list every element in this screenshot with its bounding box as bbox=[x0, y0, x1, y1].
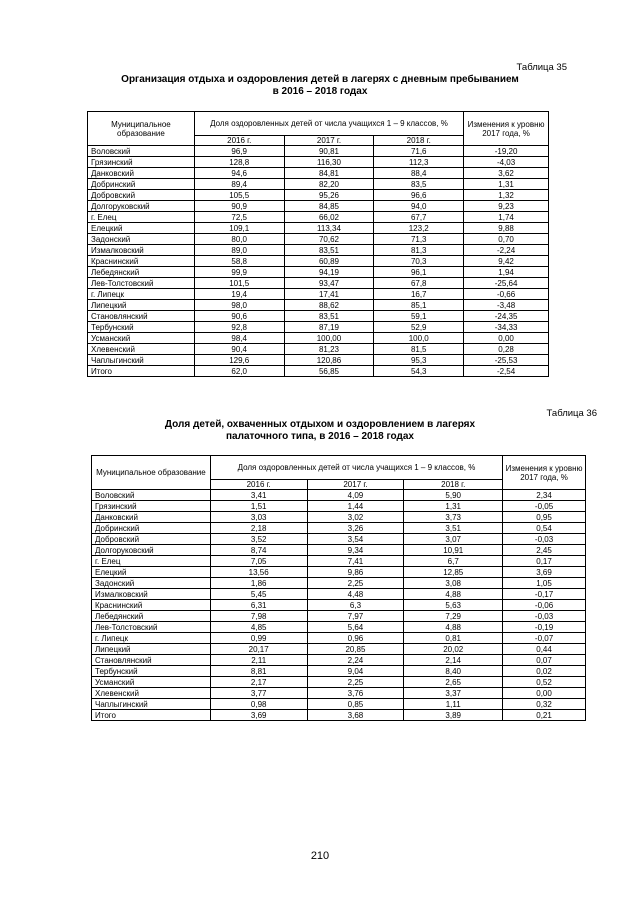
table-row bbox=[88, 366, 549, 377]
value-cell: 8,74 bbox=[210, 545, 307, 556]
value-cell: 60,89 bbox=[284, 256, 374, 267]
header-year: 2016 г. bbox=[194, 136, 284, 146]
value-cell: -2,54 bbox=[464, 366, 549, 377]
table-row bbox=[88, 245, 549, 256]
value-cell: -4,03 bbox=[464, 157, 549, 168]
value-cell: 67,7 bbox=[374, 212, 464, 223]
header-municipality: Муниципальное образование bbox=[88, 112, 195, 146]
value-cell: 3,03 bbox=[210, 512, 307, 523]
value-cell: 5,64 bbox=[307, 622, 404, 633]
value-cell: 0,32 bbox=[503, 699, 586, 710]
value-cell: 3,26 bbox=[307, 523, 404, 534]
value-cell: 84,85 bbox=[284, 201, 374, 212]
header-year: 2018 г. bbox=[404, 480, 503, 490]
value-cell: 109,1 bbox=[194, 223, 284, 234]
value-cell: 123,2 bbox=[374, 223, 464, 234]
table-row bbox=[92, 600, 586, 611]
table-row bbox=[88, 267, 549, 278]
value-cell: 1,86 bbox=[210, 578, 307, 589]
value-cell: 90,9 bbox=[194, 201, 284, 212]
value-cell: 100,00 bbox=[284, 333, 374, 344]
table-row bbox=[88, 344, 549, 355]
table-35-title bbox=[0, 74, 640, 98]
value-cell: 20,85 bbox=[307, 644, 404, 655]
table-row bbox=[88, 355, 549, 366]
table-row bbox=[88, 311, 549, 322]
municipality-cell: г. Елец bbox=[88, 212, 195, 223]
value-cell: 129,6 bbox=[194, 355, 284, 366]
value-cell: 1,32 bbox=[464, 190, 549, 201]
value-cell: 3,54 bbox=[307, 534, 404, 545]
value-cell: 2,11 bbox=[210, 655, 307, 666]
municipality-cell: г. Липецк bbox=[92, 633, 211, 644]
value-cell: 3,02 bbox=[307, 512, 404, 523]
municipality-cell: г. Липецк bbox=[88, 289, 195, 300]
table-row bbox=[92, 578, 586, 589]
value-cell: 0,07 bbox=[503, 655, 586, 666]
value-cell: 1,44 bbox=[307, 501, 404, 512]
value-cell: 100,0 bbox=[374, 333, 464, 344]
table-row bbox=[92, 611, 586, 622]
value-cell: 3,76 bbox=[307, 688, 404, 699]
value-cell: 67,8 bbox=[374, 278, 464, 289]
value-cell: -24,35 bbox=[464, 311, 549, 322]
value-cell: 88,4 bbox=[374, 168, 464, 179]
value-cell: 88,62 bbox=[284, 300, 374, 311]
value-cell: 3,68 bbox=[307, 710, 404, 721]
value-cell: 96,6 bbox=[374, 190, 464, 201]
municipality-cell: Чаплыгинский bbox=[88, 355, 195, 366]
value-cell: 0,70 bbox=[464, 234, 549, 245]
value-cell: 2,24 bbox=[307, 655, 404, 666]
table-row bbox=[88, 256, 549, 267]
value-cell: 99,9 bbox=[194, 267, 284, 278]
value-cell: 7,98 bbox=[210, 611, 307, 622]
table-35-title-line1: Организация отдыха и оздоровления детей в лагерях с дневным пребыванием bbox=[121, 74, 519, 85]
municipality-cell: Грязинский bbox=[92, 501, 211, 512]
value-cell: -0,17 bbox=[503, 589, 586, 600]
value-cell: 70,3 bbox=[374, 256, 464, 267]
value-cell: 94,19 bbox=[284, 267, 374, 278]
municipality-cell: Краснинский bbox=[92, 600, 211, 611]
header-year: 2017 г. bbox=[307, 480, 404, 490]
header-year: 2018 г. bbox=[374, 136, 464, 146]
municipality-cell: Лебедянский bbox=[92, 611, 211, 622]
municipality-cell: г. Елец bbox=[92, 556, 211, 567]
value-cell: 0,44 bbox=[503, 644, 586, 655]
table-row bbox=[88, 190, 549, 201]
value-cell: 95,26 bbox=[284, 190, 374, 201]
value-cell: 4,85 bbox=[210, 622, 307, 633]
value-cell: 5,90 bbox=[404, 490, 503, 501]
municipality-cell: Тербунский bbox=[88, 322, 195, 333]
municipality-cell: Добровский bbox=[88, 190, 195, 201]
value-cell: 62,0 bbox=[194, 366, 284, 377]
value-cell: 9,34 bbox=[307, 545, 404, 556]
value-cell: 1,31 bbox=[404, 501, 503, 512]
value-cell: 80,0 bbox=[194, 234, 284, 245]
municipality-cell: Елецкий bbox=[92, 567, 211, 578]
value-cell: 9,88 bbox=[464, 223, 549, 234]
value-cell: 3,89 bbox=[404, 710, 503, 721]
value-cell: 7,29 bbox=[404, 611, 503, 622]
value-cell: 54,3 bbox=[374, 366, 464, 377]
value-cell: 83,51 bbox=[284, 311, 374, 322]
value-cell: 0,81 bbox=[404, 633, 503, 644]
municipality-cell: Долгоруковский bbox=[92, 545, 211, 556]
table-row bbox=[92, 589, 586, 600]
value-cell: 85,1 bbox=[374, 300, 464, 311]
municipality-cell: Тербунский bbox=[92, 666, 211, 677]
header-municipality: Муниципальное образование bbox=[92, 456, 211, 490]
value-cell: 3,37 bbox=[404, 688, 503, 699]
table-row bbox=[88, 212, 549, 223]
municipality-cell: Становлянский bbox=[88, 311, 195, 322]
table-row bbox=[88, 289, 549, 300]
municipality-cell: Задонский bbox=[92, 578, 211, 589]
value-cell: 0,85 bbox=[307, 699, 404, 710]
value-cell: 84,81 bbox=[284, 168, 374, 179]
value-cell: -0,06 bbox=[503, 600, 586, 611]
municipality-cell: Добринский bbox=[88, 179, 195, 190]
table-row bbox=[88, 322, 549, 333]
value-cell: 3,08 bbox=[404, 578, 503, 589]
value-cell: 3,07 bbox=[404, 534, 503, 545]
value-cell: 1,05 bbox=[503, 578, 586, 589]
value-cell: 4,09 bbox=[307, 490, 404, 501]
value-cell: 2,45 bbox=[503, 545, 586, 556]
value-cell: 72,5 bbox=[194, 212, 284, 223]
municipality-cell: Задонский bbox=[88, 234, 195, 245]
municipality-cell: Итого bbox=[88, 366, 195, 377]
value-cell: 2,18 bbox=[210, 523, 307, 534]
header-share: Доля оздоровленных детей от числа учащихся 1 – 9 классов, % bbox=[210, 456, 502, 480]
value-cell: 16,7 bbox=[374, 289, 464, 300]
value-cell: 0,99 bbox=[210, 633, 307, 644]
municipality-cell: Лев-Толстовский bbox=[92, 622, 211, 633]
value-cell: 3,41 bbox=[210, 490, 307, 501]
value-cell: 0,00 bbox=[464, 333, 549, 344]
table-row bbox=[92, 666, 586, 677]
value-cell: 0,02 bbox=[503, 666, 586, 677]
municipality-cell: Лебедянский bbox=[88, 267, 195, 278]
value-cell: -25,53 bbox=[464, 355, 549, 366]
value-cell: 3,77 bbox=[210, 688, 307, 699]
municipality-cell: Хлевенский bbox=[88, 344, 195, 355]
value-cell: 105,5 bbox=[194, 190, 284, 201]
table-row bbox=[88, 223, 549, 234]
value-cell: 71,3 bbox=[374, 234, 464, 245]
municipality-cell: Данковский bbox=[88, 168, 195, 179]
value-cell: 89,4 bbox=[194, 179, 284, 190]
value-cell: 2,25 bbox=[307, 578, 404, 589]
municipality-cell: Воловский bbox=[88, 146, 195, 157]
value-cell: 6,31 bbox=[210, 600, 307, 611]
value-cell: 3,73 bbox=[404, 512, 503, 523]
value-cell: 2,14 bbox=[404, 655, 503, 666]
page-number: 210 bbox=[310, 850, 330, 862]
value-cell: 0,00 bbox=[503, 688, 586, 699]
value-cell: 93,47 bbox=[284, 278, 374, 289]
table-35-label: Таблица 35 bbox=[516, 62, 567, 73]
value-cell: 3,52 bbox=[210, 534, 307, 545]
value-cell: 3,69 bbox=[210, 710, 307, 721]
value-cell: -0,66 bbox=[464, 289, 549, 300]
value-cell: 1,31 bbox=[464, 179, 549, 190]
value-cell: 81,23 bbox=[284, 344, 374, 355]
table-row bbox=[92, 567, 586, 578]
value-cell: 120,86 bbox=[284, 355, 374, 366]
value-cell: 8,81 bbox=[210, 666, 307, 677]
value-cell: 0,21 bbox=[503, 710, 586, 721]
table-row bbox=[88, 234, 549, 245]
value-cell: 0,95 bbox=[503, 512, 586, 523]
table-row bbox=[92, 556, 586, 567]
value-cell: 4,88 bbox=[404, 589, 503, 600]
value-cell: 52,9 bbox=[374, 322, 464, 333]
value-cell: 5,45 bbox=[210, 589, 307, 600]
municipality-cell: Чаплыгинский bbox=[92, 699, 211, 710]
value-cell: 90,6 bbox=[194, 311, 284, 322]
table-row bbox=[88, 278, 549, 289]
table-row bbox=[88, 146, 549, 157]
value-cell: 3,62 bbox=[464, 168, 549, 179]
value-cell: 112,3 bbox=[374, 157, 464, 168]
value-cell: 98,4 bbox=[194, 333, 284, 344]
value-cell: 70,62 bbox=[284, 234, 374, 245]
municipality-cell: Липецкий bbox=[92, 644, 211, 655]
value-cell: 90,81 bbox=[284, 146, 374, 157]
value-cell: 89,0 bbox=[194, 245, 284, 256]
municipality-cell: Усманский bbox=[88, 333, 195, 344]
header-year: 2016 г. bbox=[210, 480, 307, 490]
value-cell: 81,3 bbox=[374, 245, 464, 256]
table-row bbox=[92, 545, 586, 556]
value-cell: 1,74 bbox=[464, 212, 549, 223]
value-cell: 8,40 bbox=[404, 666, 503, 677]
municipality-cell: Грязинский bbox=[88, 157, 195, 168]
municipality-cell: Измалковский bbox=[92, 589, 211, 600]
table-36-title bbox=[0, 419, 640, 443]
value-cell: 0,17 bbox=[503, 556, 586, 567]
value-cell: 10,91 bbox=[404, 545, 503, 556]
value-cell: -0,07 bbox=[503, 633, 586, 644]
municipality-cell: Измалковский bbox=[88, 245, 195, 256]
value-cell: 13,56 bbox=[210, 567, 307, 578]
value-cell: 6,3 bbox=[307, 600, 404, 611]
value-cell: 92,8 bbox=[194, 322, 284, 333]
value-cell: 2,25 bbox=[307, 677, 404, 688]
value-cell: 101,5 bbox=[194, 278, 284, 289]
table-row bbox=[92, 633, 586, 644]
table-row bbox=[92, 523, 586, 534]
table-row bbox=[92, 710, 586, 721]
value-cell: 9,42 bbox=[464, 256, 549, 267]
municipality-cell: Данковский bbox=[92, 512, 211, 523]
value-cell: 71,6 bbox=[374, 146, 464, 157]
value-cell: 96,9 bbox=[194, 146, 284, 157]
value-cell: 3,69 bbox=[503, 567, 586, 578]
value-cell: 1,51 bbox=[210, 501, 307, 512]
value-cell: 2,65 bbox=[404, 677, 503, 688]
value-cell: 7,05 bbox=[210, 556, 307, 567]
value-cell: -34,33 bbox=[464, 322, 549, 333]
municipality-cell: Воловский bbox=[92, 490, 211, 501]
municipality-cell: Лев-Толстовский bbox=[88, 278, 195, 289]
value-cell: 2,34 bbox=[503, 490, 586, 501]
value-cell: 94,6 bbox=[194, 168, 284, 179]
header-change: Изменения к уровню 2017 года, % bbox=[503, 456, 586, 490]
value-cell: -0,05 bbox=[503, 501, 586, 512]
table-row bbox=[92, 534, 586, 545]
municipality-cell: Липецкий bbox=[88, 300, 195, 311]
value-cell: 94,0 bbox=[374, 201, 464, 212]
value-cell: 56,85 bbox=[284, 366, 374, 377]
value-cell: -2,24 bbox=[464, 245, 549, 256]
value-cell: 7,41 bbox=[307, 556, 404, 567]
municipality-cell: Итого bbox=[92, 710, 211, 721]
value-cell: 83,5 bbox=[374, 179, 464, 190]
municipality-cell: Усманский bbox=[92, 677, 211, 688]
municipality-cell: Становлянский bbox=[92, 655, 211, 666]
table-row bbox=[92, 688, 586, 699]
municipality-cell: Долгоруковский bbox=[88, 201, 195, 212]
table-row bbox=[92, 655, 586, 666]
value-cell: 96,1 bbox=[374, 267, 464, 278]
value-cell: 4,88 bbox=[404, 622, 503, 633]
value-cell: 0,54 bbox=[503, 523, 586, 534]
value-cell: 83,51 bbox=[284, 245, 374, 256]
value-cell: 9,86 bbox=[307, 567, 404, 578]
value-cell: 95,3 bbox=[374, 355, 464, 366]
value-cell: -3,48 bbox=[464, 300, 549, 311]
header-share: Доля оздоровленных детей от числа учащихся 1 – 9 классов, % bbox=[194, 112, 463, 136]
value-cell: 0,52 bbox=[503, 677, 586, 688]
header-change: Изменения к уровню 2017 года, % bbox=[464, 112, 549, 146]
municipality-cell: Добровский bbox=[92, 534, 211, 545]
value-cell: 113,34 bbox=[284, 223, 374, 234]
value-cell: 0,98 bbox=[210, 699, 307, 710]
table-row bbox=[88, 179, 549, 190]
value-cell: 58,8 bbox=[194, 256, 284, 267]
municipality-cell: Краснинский bbox=[88, 256, 195, 267]
value-cell: -25,64 bbox=[464, 278, 549, 289]
value-cell: 0,96 bbox=[307, 633, 404, 644]
value-cell: 128,8 bbox=[194, 157, 284, 168]
value-cell: -0,03 bbox=[503, 611, 586, 622]
value-cell: 2,17 bbox=[210, 677, 307, 688]
value-cell: 90,4 bbox=[194, 344, 284, 355]
value-cell: 6,7 bbox=[404, 556, 503, 567]
table-row bbox=[92, 501, 586, 512]
value-cell: 4,48 bbox=[307, 589, 404, 600]
value-cell: 82,20 bbox=[284, 179, 374, 190]
table-row bbox=[92, 644, 586, 655]
value-cell: 9,04 bbox=[307, 666, 404, 677]
value-cell: 81,5 bbox=[374, 344, 464, 355]
table-row bbox=[88, 201, 549, 212]
header-year: 2017 г. bbox=[284, 136, 374, 146]
table-row bbox=[88, 157, 549, 168]
value-cell: -19,20 bbox=[464, 146, 549, 157]
table-row bbox=[88, 300, 549, 311]
value-cell: 5,63 bbox=[404, 600, 503, 611]
table-row bbox=[92, 512, 586, 523]
value-cell: 87,19 bbox=[284, 322, 374, 333]
value-cell: -0,03 bbox=[503, 534, 586, 545]
value-cell: 20,02 bbox=[404, 644, 503, 655]
value-cell: 0,28 bbox=[464, 344, 549, 355]
table-row bbox=[88, 168, 549, 179]
municipality-cell: Добринский bbox=[92, 523, 211, 534]
value-cell: 20,17 bbox=[210, 644, 307, 655]
table-36-title-line1: Доля детей, охваченных отдыхом и оздоровлением в лагерях bbox=[164, 419, 476, 430]
table-36-title-line2: палаточного типа, в 2016 – 2018 годах bbox=[225, 431, 414, 442]
value-cell: 1,11 bbox=[404, 699, 503, 710]
table-row bbox=[92, 699, 586, 710]
table-35-title-line2: в 2016 – 2018 годах bbox=[272, 86, 368, 97]
value-cell: 3,51 bbox=[404, 523, 503, 534]
table-row bbox=[88, 333, 549, 344]
value-cell: 116,30 bbox=[284, 157, 374, 168]
value-cell: 19,4 bbox=[194, 289, 284, 300]
value-cell: 98,0 bbox=[194, 300, 284, 311]
value-cell: 59,1 bbox=[374, 311, 464, 322]
municipality-cell: Хлевенский bbox=[92, 688, 211, 699]
value-cell: 12,85 bbox=[404, 567, 503, 578]
table-36 bbox=[91, 455, 586, 721]
value-cell: 9,23 bbox=[464, 201, 549, 212]
table-35 bbox=[87, 111, 549, 377]
value-cell: 17,41 bbox=[284, 289, 374, 300]
value-cell: 66,02 bbox=[284, 212, 374, 223]
table-36-label: Таблица 36 bbox=[546, 408, 597, 419]
table-row bbox=[92, 677, 586, 688]
value-cell: -0,19 bbox=[503, 622, 586, 633]
table-row bbox=[92, 490, 586, 501]
value-cell: 1,94 bbox=[464, 267, 549, 278]
value-cell: 7,97 bbox=[307, 611, 404, 622]
municipality-cell: Елецкий bbox=[88, 223, 195, 234]
table-row bbox=[92, 622, 586, 633]
